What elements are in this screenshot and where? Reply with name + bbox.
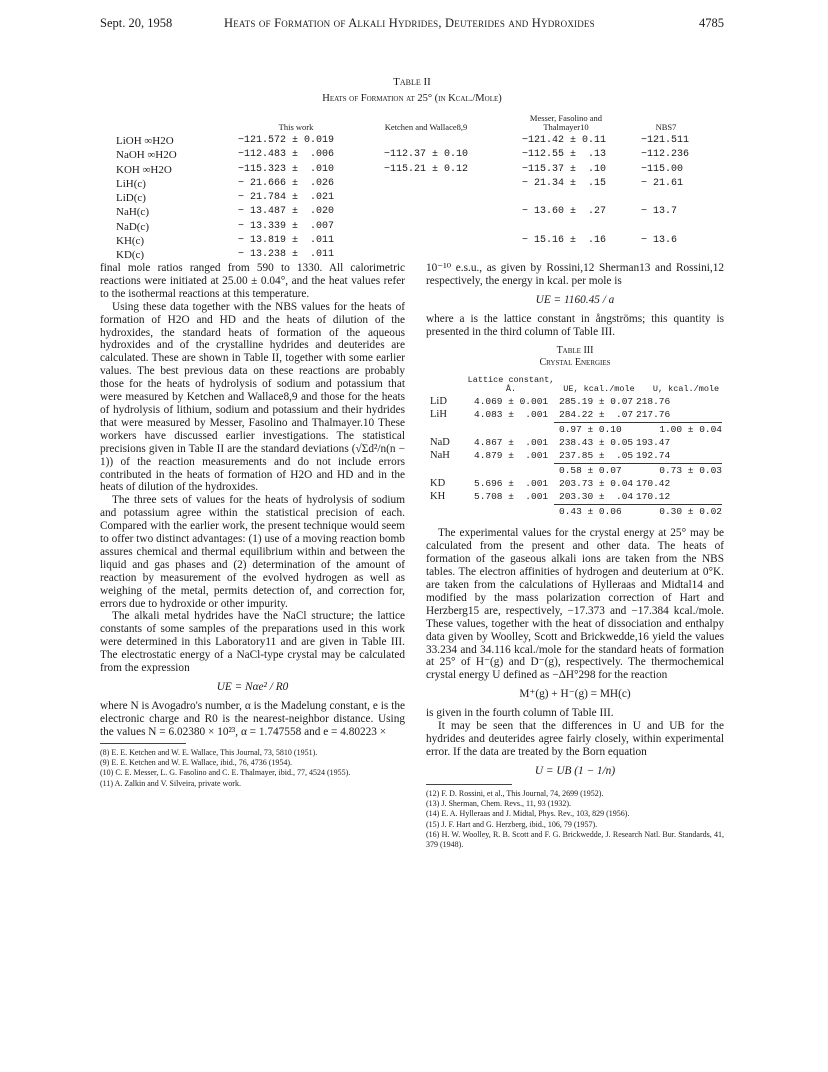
table3-cell: 217.76	[636, 408, 671, 420]
table2-cell: −112.37 ± 0.10	[384, 149, 469, 161]
table3-cell: 0.43 ± 0.06	[559, 506, 622, 518]
table2-cell: LiH(c)	[116, 177, 146, 190]
table3-header: UE, kcal./mole	[563, 384, 635, 395]
table2-cell: NaH(c)	[116, 206, 149, 219]
table2-header: NBS7	[655, 122, 677, 132]
table3-row	[426, 396, 724, 409]
table2-cell: LiD(c)	[116, 192, 146, 205]
table3-cell: NaD	[430, 437, 450, 449]
table2-header: Messer, Fasolino and Thalmayer10	[529, 113, 603, 132]
table3-cell: 4.867 ± .001	[474, 437, 549, 449]
table2-cell: − 13.339 ± .007	[238, 220, 335, 232]
table3-cell: 203.30 ± .04	[559, 490, 634, 502]
table3-row	[426, 491, 724, 504]
header-page-number: 4785	[699, 16, 724, 30]
table2-header: This work	[278, 122, 314, 132]
table2-cell: NaOH ∞H2O	[116, 149, 177, 162]
table3-cell: 0.97 ± 0.10	[559, 424, 622, 436]
table3-cell: 285.19 ± 0.07	[559, 396, 634, 408]
header-title: Heats of Formation of Alkali Hydrides, Deuterides and Hydroxides	[224, 16, 595, 30]
table2-cell: − 13.60 ± .27	[522, 206, 607, 218]
table3-cell: 218.76	[636, 396, 671, 408]
table2-cell: − 21.34 ± .15	[522, 177, 607, 189]
footnote-separator	[100, 743, 186, 744]
table2-cell: − 13.238 ± .011	[238, 249, 335, 261]
table2-row	[116, 148, 716, 162]
footnote-separator	[426, 784, 512, 785]
table2-row	[116, 205, 716, 219]
paragraph: The alkali metal hydrides have the NaCl structure; the lattice constants of some samples of the preparations used in this work were determined in this Laboratory11 and are given in Table III. The electrostatic energy of a NaCl-type crystal may be calculated from the expression	[100, 610, 405, 675]
table2-row	[116, 248, 716, 262]
paragraph: where a is the lattice constant in ångströms; this quantity is presented in the third column of Table III.	[426, 312, 724, 338]
table3-cell: 284.22 ± .07	[559, 408, 634, 420]
table2-subtitle: Heats of Formation at 25° (in Kcal./Mole)	[322, 93, 502, 104]
footnote: (11) A. Zalkin and V. Silveira, private work.	[100, 778, 241, 788]
equation-ue-lattice: UE = 1160.45 / a	[535, 293, 615, 306]
table2-cell: −112.55 ± .13	[522, 149, 607, 161]
table3-cell: 238.43 ± 0.05	[559, 437, 634, 449]
table3-body	[426, 396, 724, 519]
table2-cell: KOH ∞H2O	[116, 163, 172, 176]
equation-born: U = UB (1 − 1/n)	[534, 764, 616, 777]
left-column	[100, 262, 405, 789]
table3-cell: 0.73 ± 0.03	[659, 465, 722, 477]
table2-header: Ketchen and Wallace8,9	[384, 122, 468, 132]
paragraph: Using these data together with the NBS values for the heats of formation of H2O and HD and the heats of dilution of the hydroxides, the standard heats of formation of the aqueous hydroxides and of the crystalline hydrides and deuterides are calculated. These are shown in Table II, together with some earlier values. The best previous data on these reactions are probably those for the heats of hydrolysis of sodium and potassium that were measured by Ketchen and Wallace8,9 and those for the heats of hydrolysis of lithium, sodium and potassium and their hydrides that were measured by Messer, Fasolino and Thalmayer.10 These workers have discussed earlier investigations. The statistical precisions given in Table II are the standard deviations (√Σd²/n(n − 1)) of the reaction measurements and do not include errors contributed in the heats of formation of H2O and HD and in the heats of dilution of the hydroxides.	[100, 300, 405, 494]
table2-body	[116, 134, 716, 263]
table3-cell: LiH	[430, 408, 447, 420]
table2-cell: − 15.16 ± .16	[522, 235, 607, 247]
table3-cell: 5.708 ± .001	[474, 490, 549, 502]
table3-cell: 0.58 ± 0.07	[559, 465, 622, 477]
table3-cell: 1.00 ± 0.04	[659, 424, 722, 436]
table3-header: Lattice constant, Å.	[467, 375, 555, 395]
table2-cell: −115.323 ± .010	[238, 163, 335, 175]
table3-cell: 0.30 ± 0.02	[659, 506, 722, 518]
footnote: (12) F. D. Rossini, et al., This Journal, 74, 2699 (1952).	[426, 788, 604, 798]
footnote: (14) E. A. Hylleraas and J. Midtal, Phys. Rev., 103, 829 (1956).	[426, 809, 630, 819]
table3-caption: Table III	[556, 344, 594, 356]
table2-cell: NaD(c)	[116, 220, 149, 233]
table2-cell: −121.511	[641, 135, 690, 146]
header-date: Sept. 20, 1958	[100, 16, 173, 30]
footnotes-left	[100, 748, 405, 789]
table2-cell: − 13.7	[641, 206, 678, 218]
table2-header-row	[116, 112, 716, 134]
paragraph: The three sets of values for the heats of hydrolysis of sodium and potassium agree within the statistical precision of each. Compared with the earlier work, the present technique would seem to offer two distinct advantages: (1) use of a moving reaction bomb assures chemical and thermal equilibrium within and between the liquid and gas phases and (2) determination of the amount of reaction by measurement of the evolved hydrogen as well as weighing of the metal, permits detection of, and correction for, errors due to hydroxide or other impurity.	[100, 494, 405, 610]
table2-cell: −112.236	[641, 149, 690, 161]
table2-row	[116, 220, 716, 234]
paragraph: where N is Avogadro's number, α is the Madelung constant, e is the electronic charge and R0 is the nearest-neighbor distance. Using the values N = 6.02380 × 10²³, α = 1.747558 and e = 4.80223 ×	[100, 699, 405, 738]
table3	[426, 374, 724, 519]
table2-cell: − 21.784 ± .021	[238, 192, 335, 204]
footnote: (8) E. E. Ketchen and W. E. Wallace, This Journal, 73, 5810 (1951).	[100, 747, 318, 757]
paragraph: final mole ratios ranged from 590 to 1330. All calorimetric reactions were initiated at 25.00 ± 0.04°, and the heat values refer to the isothermal reactions at this temperature.	[100, 262, 405, 300]
table2-cell: − 13.819 ± .011	[238, 235, 335, 247]
table3-row	[426, 478, 724, 491]
table2-cell: −115.00	[641, 163, 684, 175]
footnote: (9) E. E. Ketchen and W. E. Wallace, ibid., 76, 4736 (1954).	[100, 757, 293, 767]
table2-cell: − 21.61	[641, 177, 684, 189]
equation-ue: UE = Nαe² / R0	[216, 681, 289, 693]
table3-cell: 4.879 ± .001	[474, 449, 549, 461]
table3-cell: 193.47	[636, 437, 671, 449]
table3-subtitle: Crystal Energies	[539, 357, 611, 369]
table3-cell: 170.42	[636, 478, 671, 490]
table3-row	[426, 437, 724, 450]
table3-cell: KH	[430, 490, 446, 502]
table2-caption: Table II	[393, 76, 431, 88]
footnote: (16) H. W. Woolley, R. B. Scott and F. G. Brickwedde, J. Research Natl. Bur. Standards, 41, 379 (1948).	[426, 829, 724, 850]
table3-row	[426, 421, 724, 437]
right-column	[426, 262, 724, 850]
table3-cell: 203.73 ± 0.04	[559, 478, 634, 490]
table2-cell: −121.572 ± 0.019	[238, 135, 335, 146]
table3-header: U, kcal./mole	[652, 384, 720, 395]
table2-cell: KH(c)	[116, 235, 145, 248]
table2-row	[116, 163, 716, 177]
table3-cell: NaH	[430, 449, 450, 461]
table3-rule	[554, 504, 722, 505]
footnote: (15) J. F. Hart and G. Herzberg, ibid., 106, 79 (1957).	[426, 819, 598, 829]
table3-row	[426, 409, 724, 422]
table3-cell: 237.85 ± .05	[559, 449, 634, 461]
table3-cell: 4.069 ± 0.001	[474, 396, 549, 408]
footnote: (13) J. Sherman, Chem. Revs., 11, 93 (1932).	[426, 798, 572, 808]
table2-cell: −115.21 ± 0.12	[384, 163, 469, 175]
table3-row	[426, 462, 724, 478]
paragraph: 10⁻¹⁰ e.s.u., as given by Rossini,12 Sherman13 and Rossini,12 respectively, the energy in kcal. per mole is	[426, 262, 724, 287]
table3-cell: 5.696 ± .001	[474, 478, 549, 490]
table3-rule	[554, 422, 722, 423]
table2-cell: − 13.6	[641, 235, 678, 247]
table3-row	[426, 450, 724, 463]
footnotes-right	[426, 789, 724, 851]
table3-row	[426, 503, 724, 519]
table3-rule	[554, 463, 722, 464]
table3-cell: 4.083 ± .001	[474, 408, 549, 420]
table3-cell: 170.12	[636, 490, 671, 502]
table3-cell: 192.74	[636, 449, 671, 461]
footnote: (10) C. E. Messer, L. G. Fasolino and C. E. Thalmayer, ibid., 77, 4524 (1955).	[100, 768, 351, 778]
table3-cell: LiD	[430, 396, 447, 408]
table2-cell: −115.37 ± .10	[522, 163, 607, 175]
table2-cell: −121.42 ± 0.11	[522, 135, 607, 146]
table2-cell: − 13.487 ± .020	[238, 206, 335, 218]
paragraph: The experimental values for the crystal energy at 25° may be calculated from the present and other data. The heats of formation of the gaseous alkali ions are taken from the NBS tables. The electron affinities of hydrogen and deuterium at 0°K. are taken from the calculations of Hylleraas and Midtal14 and modified by the mass polarization correction of Hart and Herzberg15 are, respectively, −17.373 and −17.384 kcal./mole. These values, together with the heat of dissociation and enthalpy data given by Woolley, Scott and Brickwedde,16 yield the values 33.234 and 34.116 kcal./mole for the standard heats of formation at 25° of H⁻(g) and D⁻(g), respectively. The thermochemical crystal energy U defined as −ΔH°298 for the reaction	[426, 527, 724, 682]
table2-cell: LiOH ∞H2O	[116, 135, 174, 147]
table2-cell: KD(c)	[116, 249, 145, 262]
table2-cell: − 21.666 ± .026	[238, 177, 335, 189]
paragraph: is given in the fourth column of Table III.	[426, 707, 614, 720]
table2-row	[116, 234, 716, 248]
table3-cell: KD	[430, 478, 446, 490]
table2	[116, 112, 716, 263]
equation-reaction: M⁺(g) + H⁻(g) = MH(c)	[519, 688, 631, 701]
running-header	[100, 16, 724, 36]
table2-row	[116, 134, 716, 148]
table2-cell: −112.483 ± .006	[238, 149, 335, 161]
table3-header-row	[426, 374, 724, 396]
paragraph: It may be seen that the differences in U and UB for the hydrides and deuterides agree fairly closely, within experimental error. If the data are treated by the Born equation	[426, 720, 724, 758]
table2-row	[116, 177, 716, 191]
table2-row	[116, 191, 716, 205]
